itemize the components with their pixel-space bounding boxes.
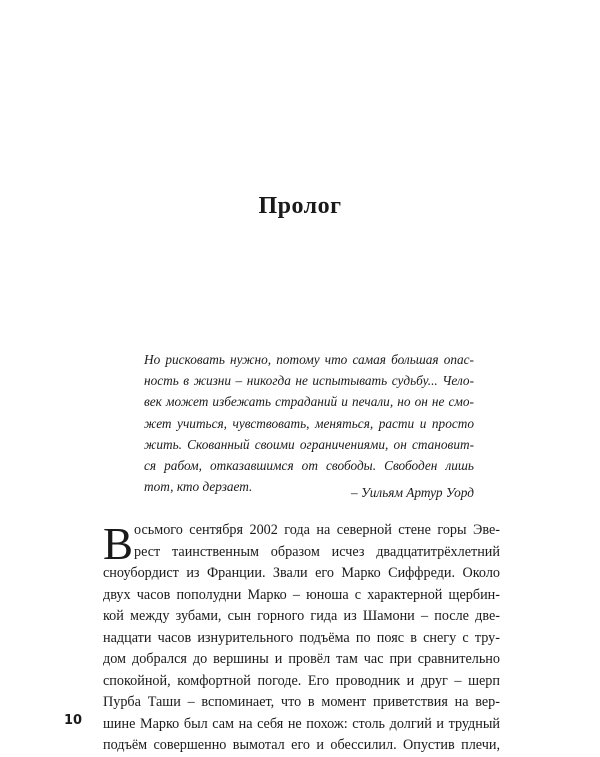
body-line: Пурба Таши – вспоминает, что в момент приветствия на вер- — [103, 694, 500, 710]
epigraph-attribution: – Уильям Артур Уорд — [351, 485, 474, 500]
page-number: 10 — [64, 713, 83, 728]
body-line: надцати часов изнурительного подъёма по пояс в снегу с тру- — [103, 629, 500, 646]
body-line: сноубордист из Франции. Звали его Марко Сиффреди. Около — [103, 565, 500, 581]
body-line: двух часов пополудни Марко – юноша с характерной щербин- — [103, 586, 500, 603]
epigraph-line: ность в жизни – никогда не испытывать судьбу... Чело- — [144, 373, 474, 389]
body-text — [103, 520, 500, 757]
body-line: рест таинственным образом исчез двадцатитрёхлетний — [134, 543, 500, 560]
chapter-title: Пролог — [258, 193, 342, 219]
epigraph-line: жет учиться, чувствовать, меняться, расти и просто — [144, 415, 474, 431]
epigraph-line: Но рисковать нужно, потому что самая большая опас- — [144, 352, 474, 367]
body-line: кой между зубами, сын горного гида из Шамони – после две- — [103, 608, 500, 624]
epigraph-line: тот, кто дерзает. — [144, 479, 253, 495]
body-line: подъём совершенно вымотал его и обессилил. Опустив плечи, — [103, 737, 500, 753]
body-line: осьмого сентября 2002 года на северной стене горы Эве- — [134, 522, 500, 538]
body-line: дом добрался до вершины и провёл там час при сравнительно — [103, 651, 500, 667]
body-line: спокойной, комфортной погоде. Его проводник и друг – шерп — [103, 672, 500, 689]
epigraph-line: век может избежать страданий и печали, но он не смо- — [144, 394, 474, 410]
epigraph-line: ся рабом, отказавшимся от свободы. Свободен лишь — [144, 458, 474, 474]
drop-cap: В — [103, 519, 134, 569]
epigraph-line: жить. Скованный своими ограничениями, он становит- — [144, 436, 474, 452]
body-line: шине Марко был сам на себя не похож: столь долгий и трудный — [103, 715, 500, 732]
epigraph — [144, 349, 474, 497]
